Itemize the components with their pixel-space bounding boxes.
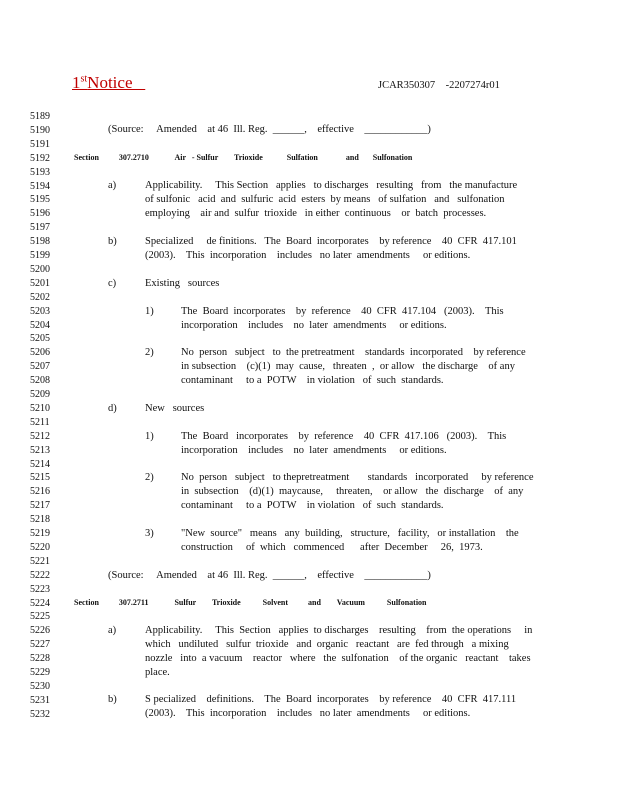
- notice-superscript: st: [80, 73, 88, 85]
- line-number: 5228: [30, 653, 50, 665]
- line-number: 5224: [30, 597, 50, 609]
- line-number: 5218: [30, 514, 50, 526]
- line-number: 5232: [30, 708, 50, 720]
- source-note: (Source: Amended at 46 Ill. Reg. ______, effective ____________): [108, 124, 431, 135]
- paragraph-line: in subsection (d)(1) maycause, threaten, or allow the discharge of any: [181, 486, 524, 497]
- line-number: 5229: [30, 667, 50, 678]
- subsection-label-c: c): [108, 278, 117, 289]
- subsection-heading: New sources: [145, 403, 205, 414]
- subsection-heading: Existing sources: [145, 278, 220, 289]
- paragraph-line: The Board incorporates by reference 40 CFR 417.104 (2003). This: [181, 306, 504, 317]
- item-label-2: 2): [145, 472, 154, 483]
- line-number: 5200: [30, 263, 50, 275]
- paragraph-line: contaminant to a POTW in violation of such standards.: [181, 375, 444, 386]
- document-code: JCAR350307 -2207274r01: [378, 80, 500, 91]
- paragraph-line: "New source" means any building, structure, facility, or installation the: [181, 528, 519, 539]
- line-number: 5220: [30, 541, 50, 553]
- paragraph-line: incorporation includes no later amendments or editions.: [181, 445, 447, 456]
- paragraph-line: (2003). This incorporation includes no later amendments or editions.: [145, 708, 471, 719]
- paragraph-line: which undiluted sulfur trioxide and organic reactant are fed through a mixing: [145, 639, 509, 650]
- line-number: 5195: [30, 194, 50, 206]
- line-number: 5204: [30, 319, 50, 331]
- line-number: 5193: [30, 166, 50, 178]
- line-number: 5217: [30, 500, 50, 512]
- item-label-2: 2): [145, 347, 154, 358]
- line-number: 5207: [30, 361, 50, 373]
- line-number: 5199: [30, 250, 50, 261]
- subsection-label-b: b): [108, 236, 117, 247]
- notice-number: 1: [72, 73, 81, 92]
- line-number: 5223: [30, 583, 50, 595]
- item-label-3: 3): [145, 528, 154, 539]
- line-number: 5230: [30, 680, 50, 692]
- line-number: 5196: [30, 208, 50, 220]
- paragraph-line: S pecialized definitions. The Board incorporates by reference 40 CFR 417.111: [145, 694, 517, 705]
- paragraph-line: place.: [145, 667, 170, 678]
- line-number: 5215: [30, 472, 50, 484]
- subsection-label-b: b): [108, 694, 117, 705]
- paragraph-line: nozzle into a vacuum reactor where the sulfonation of the organic reactant takes: [145, 653, 531, 664]
- line-number: 5209: [30, 389, 50, 400]
- line-number: 5189: [30, 111, 50, 122]
- subsection-label-d: d): [108, 403, 117, 414]
- line-number: 5210: [30, 402, 50, 414]
- section-heading-307-2711: Section 307.2711 Sulfur Trioxide Solvent and Vacuum Sulfonation: [74, 598, 427, 607]
- line-number: 5219: [30, 528, 50, 539]
- line-number: 5227: [30, 639, 50, 651]
- paragraph-line: Applicability. This Section applies to discharges resulting from the manufacture: [145, 180, 518, 191]
- paragraph-line: Specialized de finitions. The Board incorporates by reference 40 CFR 417.101: [145, 236, 517, 247]
- line-number: 5194: [30, 180, 50, 192]
- section-heading-307-2710: Section 307.2710 Air - Sulfur Trioxide Sulfation and Sulfonation: [74, 153, 413, 162]
- paragraph-line: No person subject to the pretreatment standards incorporated by reference: [181, 347, 526, 358]
- line-number: 5202: [30, 291, 50, 303]
- line-number: 5203: [30, 305, 50, 317]
- line-number: 5216: [30, 486, 50, 498]
- line-number: 5225: [30, 611, 50, 623]
- line-number: 5198: [30, 236, 50, 248]
- paragraph-line: Applicability. This Section applies to discharges resulting from the operations in: [145, 625, 533, 636]
- paragraph-line: employing air and sulfur trioxide in either continuous or batch processes.: [145, 208, 487, 219]
- notice-word: Notice: [87, 73, 133, 92]
- line-number: 5190: [30, 124, 50, 136]
- line-number: 5192: [30, 152, 50, 164]
- line-number: 5231: [30, 694, 50, 706]
- line-number: 5197: [30, 222, 50, 234]
- paragraph-line: of sulfonic acid and sulfuric acid esters by means of sulfation and sulfonation: [145, 194, 505, 205]
- item-label-1: 1): [145, 306, 154, 317]
- subsection-label-a: a): [108, 625, 117, 636]
- paragraph-line: The Board incorporates by reference 40 CFR 417.106 (2003). This: [181, 431, 507, 442]
- paragraph-line: No person subject to thepretreatment standards incorporated by reference: [181, 472, 534, 483]
- line-number: 5226: [30, 625, 50, 637]
- paragraph-line: incorporation includes no later amendments or editions.: [181, 320, 447, 331]
- source-note: (Source: Amended at 46 Ill. Reg. ______, effective ____________): [108, 570, 431, 581]
- line-number: 5205: [30, 333, 50, 345]
- line-number: 5201: [30, 277, 50, 289]
- line-number: 5191: [30, 138, 50, 150]
- line-number: 5221: [30, 555, 50, 567]
- paragraph-line: construction of which commenced after December 26, 1973.: [181, 542, 483, 553]
- line-number: 5208: [30, 375, 50, 387]
- subsection-label-a: a): [108, 180, 117, 191]
- paragraph-line: (2003). This incorporation includes no later amendments or editions.: [145, 250, 471, 261]
- line-number: 5206: [30, 347, 50, 359]
- line-number: 5214: [30, 458, 50, 470]
- line-number: 5222: [30, 569, 50, 581]
- item-label-1: 1): [145, 431, 154, 442]
- line-number: 5212: [30, 430, 50, 442]
- line-number: 5211: [30, 416, 50, 428]
- notice-title: [72, 73, 145, 93]
- line-number: 5213: [30, 444, 50, 456]
- paragraph-line: in subsection (c)(1) may cause, threaten , or allow the discharge of any: [181, 361, 515, 372]
- paragraph-line: contaminant to a POTW in violation of such standards.: [181, 500, 444, 511]
